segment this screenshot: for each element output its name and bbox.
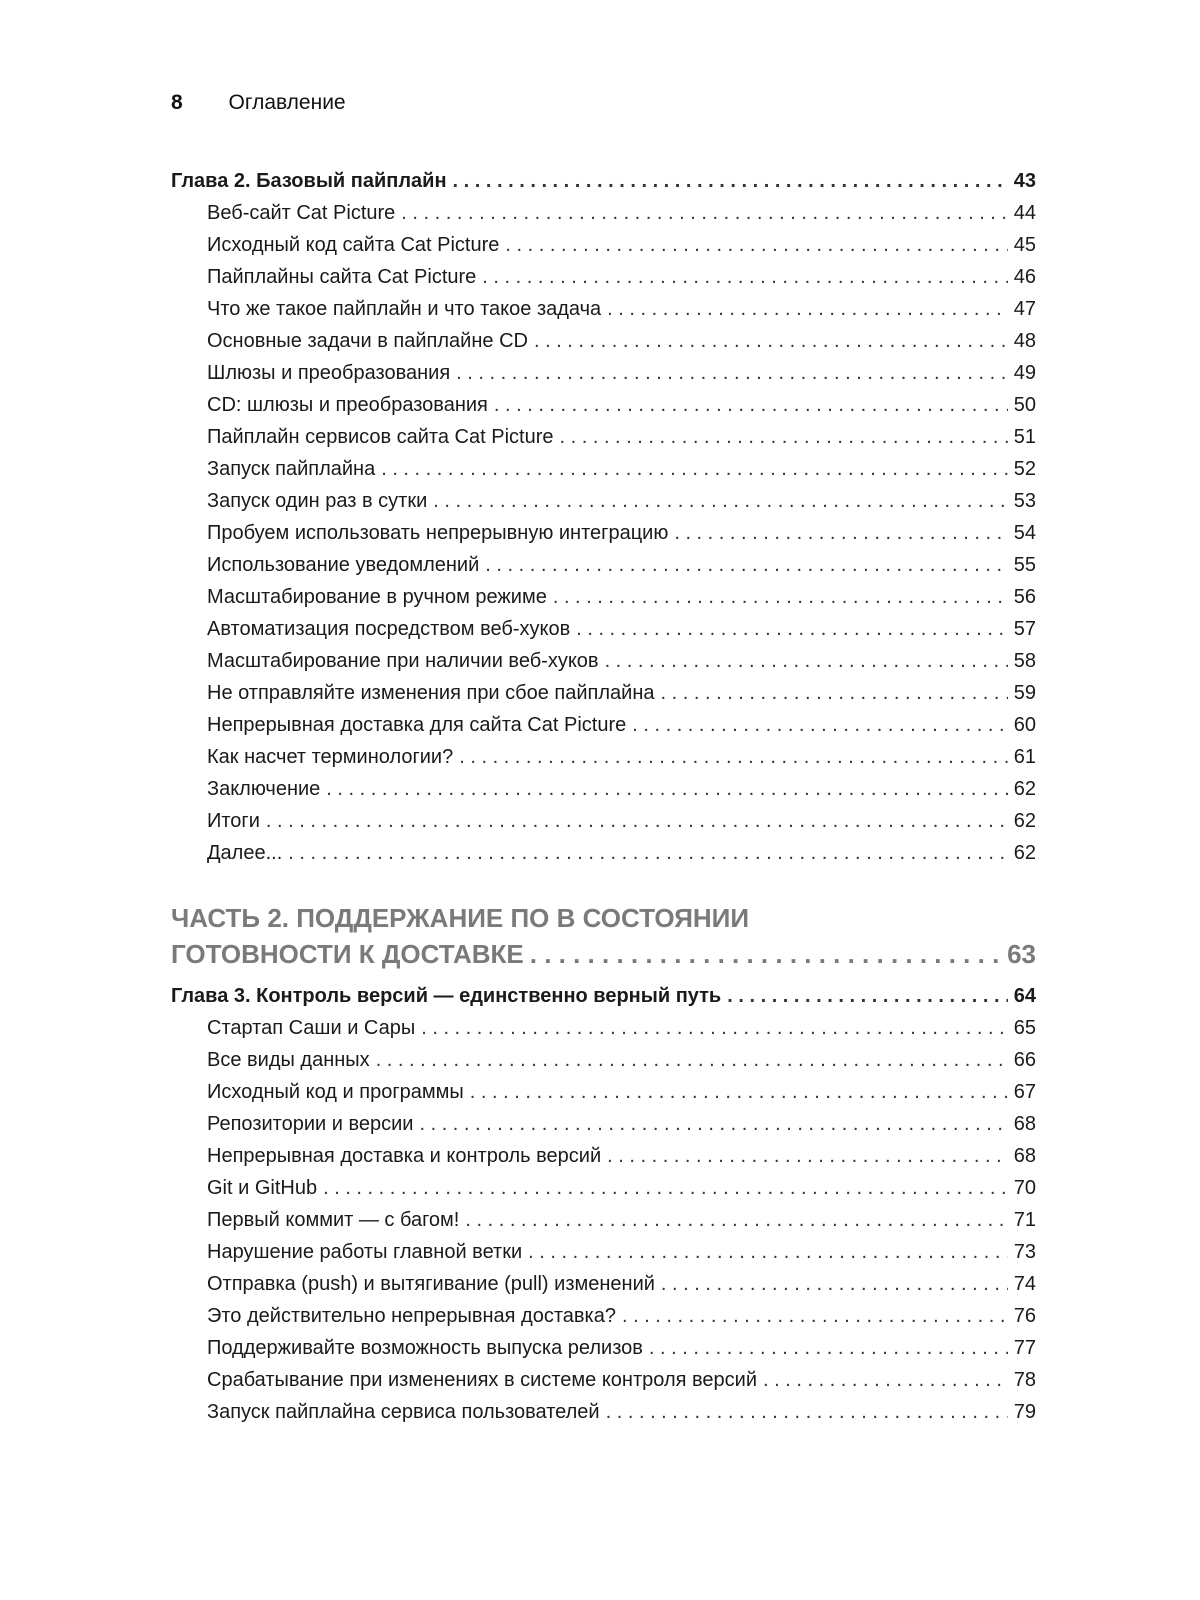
toc-section-row xyxy=(207,266,1036,298)
section-title: Масштабирование в ручном режиме xyxy=(207,586,547,608)
dot-leader xyxy=(661,1273,1008,1296)
section-title: Стартап Саши и Сары xyxy=(207,1017,416,1039)
dot-leader xyxy=(530,939,1001,970)
toc-section-row xyxy=(207,682,1036,714)
toc-section-row xyxy=(207,1209,1036,1241)
dot-leader xyxy=(632,714,1008,737)
section-page-number: 66 xyxy=(1013,1049,1036,1071)
toc-section-row xyxy=(207,1049,1036,1081)
running-head xyxy=(171,91,346,115)
dot-leader xyxy=(576,618,1008,641)
dot-leader xyxy=(381,458,1008,481)
running-head-title: Оглавление xyxy=(228,91,346,114)
toc-section-row xyxy=(207,1241,1036,1273)
toc-section-row xyxy=(207,330,1036,362)
section-title: Запуск пайплайна xyxy=(207,458,376,480)
dot-leader xyxy=(763,1369,1008,1392)
section-title: Непрерывная доставка для сайта Cat Picture xyxy=(207,714,627,736)
section-page-number: 76 xyxy=(1013,1305,1036,1327)
chapter-page-number: 43 xyxy=(1013,170,1036,192)
toc-section-row xyxy=(207,298,1036,330)
toc-section-row xyxy=(207,778,1036,810)
section-page-number: 44 xyxy=(1013,202,1036,224)
toc-section-row xyxy=(207,554,1036,586)
section-page-number: 51 xyxy=(1013,426,1036,448)
section-title: Пробуем использовать непрерывную интеграцию xyxy=(207,522,669,544)
section-title: Непрерывная доставка и контроль версий xyxy=(207,1145,602,1167)
chapter-page-number: 64 xyxy=(1013,985,1036,1007)
section-page-number: 49 xyxy=(1013,362,1036,384)
dot-leader xyxy=(421,1017,1008,1040)
toc-section-row xyxy=(207,522,1036,554)
section-page-number: 48 xyxy=(1013,330,1036,352)
toc-section-row xyxy=(207,1145,1036,1177)
section-page-number: 79 xyxy=(1013,1401,1036,1423)
section-title: Это действительно непрерывная доставка? xyxy=(207,1305,616,1327)
section-title: Git и GitHub xyxy=(207,1177,318,1199)
dot-leader xyxy=(622,1305,1008,1328)
section-page-number: 68 xyxy=(1013,1145,1036,1167)
dot-leader xyxy=(727,985,1008,1008)
dot-leader xyxy=(470,1081,1008,1104)
dot-leader xyxy=(459,746,1008,769)
section-title: Пайплайн сервисов сайта Cat Picture xyxy=(207,426,554,448)
toc-section-row xyxy=(207,1337,1036,1369)
section-title: Все виды данных xyxy=(207,1049,370,1071)
dot-leader xyxy=(482,266,1007,289)
section-title: Поддерживайте возможность выпуска релизов xyxy=(207,1337,643,1359)
dot-leader xyxy=(456,362,1008,385)
section-title: Основные задачи в пайплайне CD xyxy=(207,330,528,352)
dot-leader xyxy=(419,1113,1007,1136)
section-page-number: 56 xyxy=(1013,586,1036,608)
section-page-number: 54 xyxy=(1013,522,1036,544)
toc-section-row xyxy=(207,1113,1036,1145)
dot-leader xyxy=(559,426,1007,449)
section-title: Далее... xyxy=(207,842,283,864)
toc-section-row xyxy=(207,810,1036,842)
dot-leader xyxy=(605,650,1008,673)
section-page-number: 57 xyxy=(1013,618,1036,640)
dot-leader xyxy=(433,490,1007,513)
dot-leader xyxy=(534,330,1008,353)
section-page-number: 60 xyxy=(1013,714,1036,736)
section-title: Итоги xyxy=(207,810,260,832)
section-title: Отправка (push) и вытягивание (pull) изменений xyxy=(207,1273,655,1295)
section-page-number: 73 xyxy=(1013,1241,1036,1263)
section-page-number: 67 xyxy=(1013,1081,1036,1103)
dot-leader xyxy=(326,778,1007,801)
section-page-number: 53 xyxy=(1013,490,1036,512)
toc-section-row xyxy=(207,618,1036,650)
toc-section-row xyxy=(207,1081,1036,1113)
section-page-number: 59 xyxy=(1013,682,1036,704)
section-title: Нарушение работы главной ветки xyxy=(207,1241,523,1263)
section-page-number: 61 xyxy=(1013,746,1036,768)
dot-leader xyxy=(661,682,1008,705)
toc-section-row xyxy=(207,842,1036,874)
dot-leader xyxy=(266,810,1008,833)
section-page-number: 50 xyxy=(1013,394,1036,416)
toc-section-row xyxy=(207,1177,1036,1209)
dot-leader xyxy=(606,1401,1008,1424)
section-title: Что же такое пайплайн и что такое задача xyxy=(207,298,602,320)
section-title: Веб-сайт Cat Picture xyxy=(207,202,396,224)
section-page-number: 62 xyxy=(1013,778,1036,800)
section-page-number: 70 xyxy=(1013,1177,1036,1199)
section-page-number: 78 xyxy=(1013,1369,1036,1391)
section-page-number: 62 xyxy=(1013,842,1036,864)
dot-leader xyxy=(376,1049,1008,1072)
dot-leader xyxy=(401,202,1007,225)
toc-chapter-2 xyxy=(171,170,1036,202)
toc-chapter-3 xyxy=(171,985,1036,1017)
section-title: Масштабирование при наличии веб-хуков xyxy=(207,650,599,672)
toc-section-row xyxy=(207,362,1036,394)
section-page-number: 71 xyxy=(1013,1209,1036,1231)
section-page-number: 52 xyxy=(1013,458,1036,480)
toc-section-row xyxy=(207,202,1036,234)
section-page-number: 65 xyxy=(1013,1017,1036,1039)
section-title: CD: шлюзы и преобразования xyxy=(207,394,488,416)
toc-section-row xyxy=(207,650,1036,682)
toc-section-row xyxy=(207,1401,1036,1433)
section-title: Как насчет терминологии? xyxy=(207,746,454,768)
section-title: Исходный код и программы xyxy=(207,1081,464,1103)
section-page-number: 46 xyxy=(1013,266,1036,288)
section-title: Заключение xyxy=(207,778,321,800)
toc-section-row xyxy=(207,234,1036,266)
toc-section-row xyxy=(207,746,1036,778)
section-title: Первый коммит — с багом! xyxy=(207,1209,460,1231)
toc-section-row xyxy=(207,714,1036,746)
section-page-number: 47 xyxy=(1013,298,1036,320)
toc-section-row xyxy=(207,458,1036,490)
dot-leader xyxy=(323,1177,1008,1200)
section-title: Запуск пайплайна сервиса пользователей xyxy=(207,1401,600,1423)
section-title: Запуск один раз в сутки xyxy=(207,490,428,512)
dot-leader xyxy=(453,170,1008,193)
section-title: Шлюзы и преобразования xyxy=(207,362,451,384)
section-page-number: 58 xyxy=(1013,650,1036,672)
dot-leader xyxy=(607,1145,1008,1168)
section-page-number: 45 xyxy=(1013,234,1036,256)
toc-section-row xyxy=(207,1017,1036,1049)
section-title: Пайплайны сайта Cat Picture xyxy=(207,266,477,288)
dot-leader xyxy=(674,522,1007,545)
section-page-number: 74 xyxy=(1013,1273,1036,1295)
section-page-number: 62 xyxy=(1013,810,1036,832)
dot-leader xyxy=(288,842,1007,865)
part-heading-line-1: ЧАСТЬ 2. ПОДДЕРЖАНИЕ ПО В СОСТОЯНИИ xyxy=(171,903,750,933)
toc-section-row xyxy=(207,426,1036,458)
dot-leader xyxy=(649,1337,1008,1360)
dot-leader xyxy=(607,298,1008,321)
section-title: Не отправляйте изменения при сбое пайплайна xyxy=(207,682,655,704)
part-heading-line-2-text: ГОТОВНОСТИ К ДОСТАВКЕ xyxy=(171,939,524,969)
part-heading-line-2 xyxy=(171,939,1036,970)
toc-section-row xyxy=(207,586,1036,618)
toc-section-row xyxy=(207,1305,1036,1337)
dot-leader xyxy=(553,586,1008,609)
toc-section-row xyxy=(207,1273,1036,1305)
toc-section-row xyxy=(207,1369,1036,1401)
section-page-number: 55 xyxy=(1013,554,1036,576)
toc-section-row xyxy=(207,490,1036,522)
dot-leader xyxy=(494,394,1008,417)
chapter-title: Глава 2. Базовый пайплайн xyxy=(171,170,447,192)
dot-leader xyxy=(465,1209,1007,1232)
section-title: Автоматизация посредством веб-хуков xyxy=(207,618,571,640)
dot-leader xyxy=(485,554,1007,577)
part-page-number: 63 xyxy=(1007,939,1036,969)
section-title: Репозитории и версии xyxy=(207,1113,414,1135)
toc-section-row xyxy=(207,394,1036,426)
dot-leader xyxy=(505,234,1007,257)
section-title: Исходный код сайта Cat Picture xyxy=(207,234,500,256)
page-number: 8 xyxy=(171,91,183,114)
section-page-number: 68 xyxy=(1013,1113,1036,1135)
dot-leader xyxy=(528,1241,1008,1264)
section-page-number: 77 xyxy=(1013,1337,1036,1359)
section-title: Срабатывание при изменениях в системе контроля версий xyxy=(207,1369,757,1391)
chapter-title: Глава 3. Контроль версий — единственно верный путь xyxy=(171,985,722,1007)
section-title: Использование уведомлений xyxy=(207,554,480,576)
